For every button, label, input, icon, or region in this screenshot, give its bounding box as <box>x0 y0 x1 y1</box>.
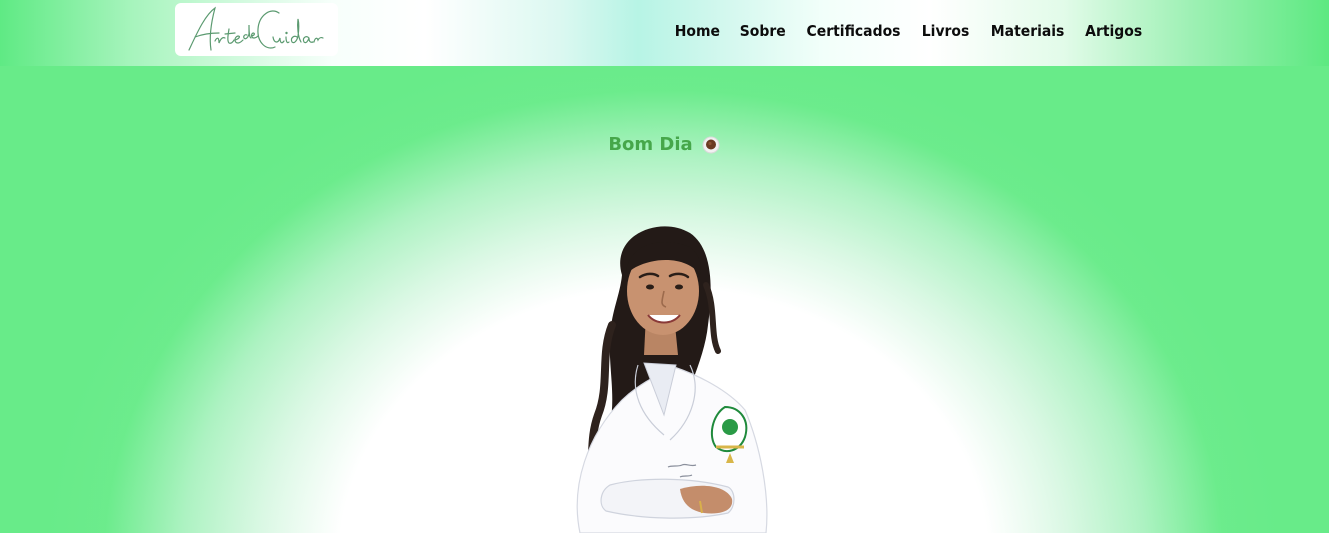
coffee-cup-icon <box>701 135 721 155</box>
nav-livros[interactable]: Livros <box>922 22 970 40</box>
nav-home[interactable]: Home <box>675 22 721 40</box>
nurse-portrait <box>540 215 790 533</box>
nav-artigos[interactable]: Artigos <box>1084 22 1142 40</box>
nav-sobre[interactable]: Sobre <box>739 22 786 40</box>
site-header <box>0 0 1329 66</box>
hero-greeting <box>0 134 1329 155</box>
site-logo[interactable] <box>175 3 338 56</box>
greeting-text: Bom Dia <box>608 134 693 155</box>
nav-certificados[interactable]: Certificados <box>807 22 901 40</box>
logo-script-image <box>175 3 338 56</box>
nav-materiais[interactable]: Materiais <box>990 22 1064 40</box>
main-nav <box>673 22 1144 40</box>
